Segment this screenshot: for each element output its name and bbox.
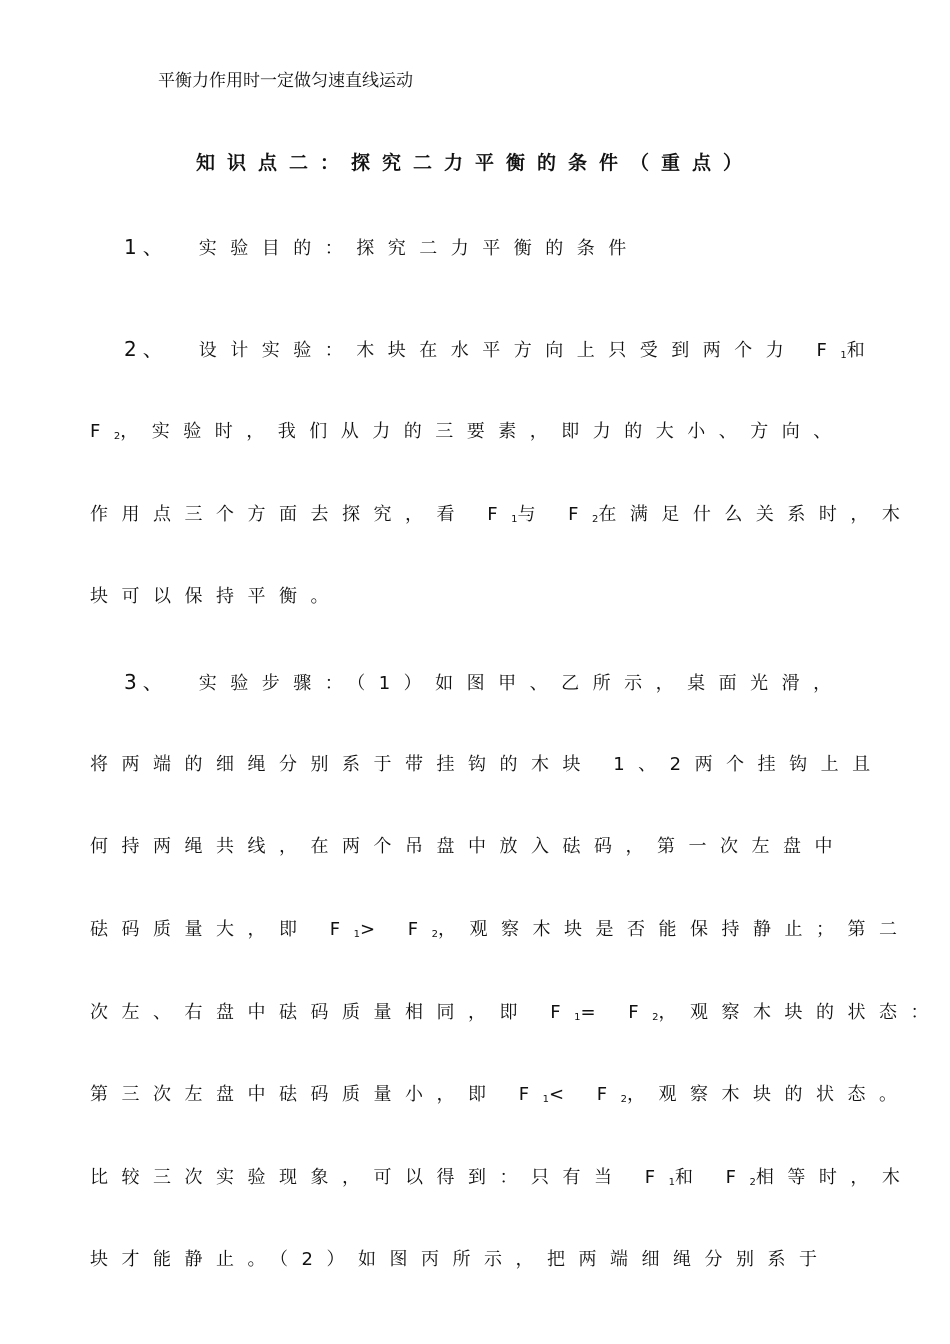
subscript: 2 [620, 1094, 627, 1105]
section-title: 知识点二：探究二力平衡的条件（重点） [195, 152, 754, 174]
item-3-line-4 [90, 915, 911, 945]
text-run: ，实验时，我们从力的三要素，即力的大小、方向、 [120, 421, 845, 442]
text-run: > F [359, 919, 432, 940]
item-2-line-3 [90, 500, 914, 530]
text-run: < F [548, 1084, 621, 1105]
text-run: F [90, 421, 114, 442]
subscript: 1 [511, 514, 518, 525]
text-run: ，观察木块是否能保持静止；第二 [438, 919, 911, 940]
text-run: ，观察木块的状态： [658, 1002, 942, 1023]
text-run: 和 [846, 340, 879, 361]
item-number: 1、 [124, 235, 169, 259]
header-text: 平衡力作用时一定做匀速直线运动 [158, 71, 413, 91]
item-1-line-1 [124, 232, 864, 262]
text-run: 第三次左盘中砝码质量小，即 F [90, 1084, 543, 1105]
text-run: 次左、右盘中砝码质量相同，即 F [90, 1002, 575, 1023]
subscript: 2 [749, 1177, 756, 1188]
item-3-line-5 [90, 998, 942, 1028]
item-text: 实验目的：探究二力平衡的条件 [198, 238, 640, 259]
item-3-line-3: 何持两绳共线，在两个吊盘中放入砝码，第一次左盘中 [90, 836, 846, 857]
item-number: 2、 [124, 337, 169, 361]
subscript: 2 [652, 1012, 659, 1023]
subscript: 1 [840, 350, 847, 361]
text-run: ，观察木块的状态。 [627, 1084, 911, 1105]
subscript: 2 [431, 929, 438, 940]
item-3-line-6 [90, 1080, 911, 1110]
item-3-line-1 [124, 667, 864, 697]
item-3-line-2: 将两端的细绳分别系于带挂钩的木块 1、2两个挂钩上且 [90, 754, 884, 775]
subscript: 1 [668, 1177, 675, 1188]
item-2-line-2 [90, 417, 880, 447]
item-3-line-7 [90, 1163, 914, 1193]
text-run: 和 F [674, 1167, 750, 1188]
subscript: 1 [542, 1094, 549, 1105]
text-run: = F [580, 1002, 653, 1023]
item-number: 3、 [124, 670, 169, 694]
text-run: 与 F [517, 504, 593, 525]
subscript: 1 [353, 929, 360, 940]
subscript: 1 [574, 1012, 581, 1023]
text-run: 作用点三个方面去探究，看 F [90, 504, 512, 525]
text-run: 设计实验：木块在水平方向上只受到两个力 F [198, 340, 841, 361]
text-run: 在满足什么关系时，木 [598, 504, 914, 525]
item-2-line-4: 块可以保持平衡。 [90, 586, 342, 607]
text-run: 砝码质量大，即 F [90, 919, 354, 940]
subscript: 2 [113, 431, 121, 442]
subscript: 2 [592, 514, 599, 525]
text-run: 比较三次实验现象，可以得到：只有当 F [90, 1167, 669, 1188]
text-run: 相等时，木 [755, 1167, 914, 1188]
text-run: 实验步骤：（1）如图甲、乙所示，桌面光滑， [198, 673, 845, 694]
item-2-line-1 [124, 334, 879, 364]
item-3-line-8: 块才能静止。（2）如图丙所示，把两端细绳分别系于 [90, 1249, 831, 1270]
